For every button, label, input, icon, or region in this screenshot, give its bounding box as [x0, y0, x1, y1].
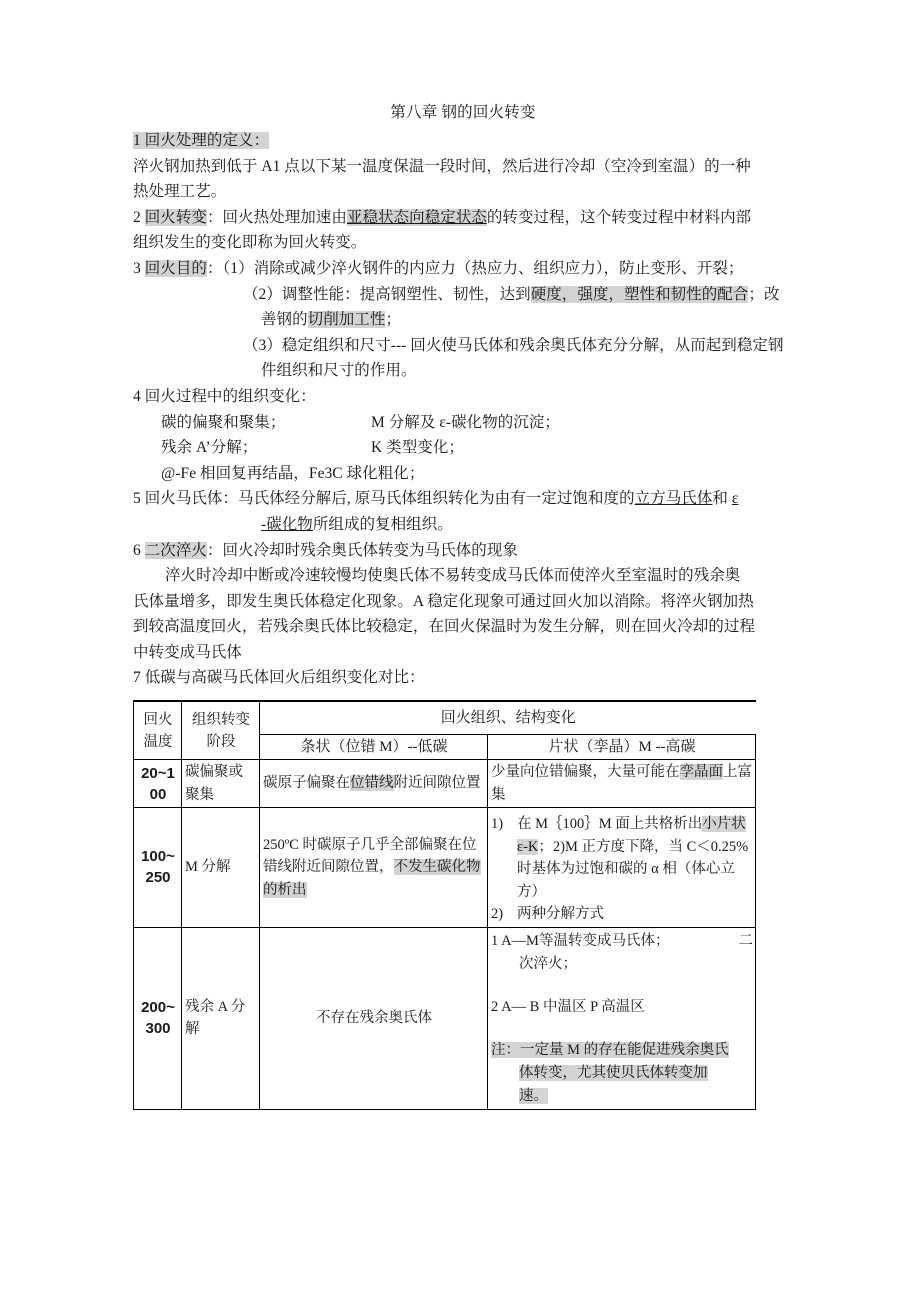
section-1-label: 1 回火处理的定义：: [133, 132, 270, 149]
section-3-item-3-line-2: 件组织和尺寸的作用。: [261, 362, 417, 380]
section-3-label: 回火目的: [144, 259, 207, 277]
section-4-row-2: [133, 435, 793, 461]
comparison-table-wrapper: [133, 700, 793, 1110]
table-row: [134, 760, 756, 808]
row1-plate-highlight: 孪晶面: [679, 764, 723, 781]
header-temperature-line-2: 温度: [143, 733, 173, 750]
section-4-row2-right: K 类型变化；: [371, 439, 464, 457]
section-3-item2-highlight: 硬度，强度，塑性和韧性的配合: [530, 285, 749, 303]
row3-plate-cell: [488, 927, 756, 1109]
section-5-text-a: 5 回火马氏体：马氏体经分解后, 原马氏体组织转化为由有一定过饱和度的: [133, 490, 635, 508]
row3-plate-note-line-3: 速。: [519, 1087, 548, 1104]
row2-plate-item-1: [491, 813, 753, 903]
section-2-number: 2: [133, 208, 145, 226]
row1-plate-a: 少量向位错偏聚，大量可能在: [491, 764, 680, 781]
header-cell-temperature: [134, 701, 182, 760]
row3-temp-line-1: 200~: [141, 999, 175, 1017]
row1-stage-line-2: 聚集: [185, 786, 214, 803]
row3-stage-line-2: 解: [185, 1021, 200, 1038]
section-5-line2-rest: 所组成的复相组织。: [312, 515, 453, 533]
section-6-line-1: [133, 538, 793, 564]
section-3-number: 3: [133, 259, 145, 277]
section-4-row-3: @-Fe 相回复再结晶，Fe3C 球化粗化；: [161, 464, 425, 482]
header-cell-structure-change: 回火组织、结构变化: [260, 701, 756, 735]
section-2-text-a: ：回火热处理加速由: [206, 208, 347, 226]
section-3-item2-l2-c: ；: [385, 311, 401, 329]
row2-plate-item1-body: [517, 813, 753, 903]
row3-stage: [182, 927, 260, 1109]
row3-plate-spacer: [491, 976, 753, 996]
row1-lath-highlight: 位错线: [350, 775, 394, 792]
section-7-heading: 7 低碳与高碳马氏体回火后组织变化对比：: [133, 669, 425, 687]
section-2-text-c: 的转变过程，这个转变过程中材料内部: [486, 208, 752, 226]
row2-plate-item2-body: 两种分解方式: [517, 906, 604, 923]
row2-lath-a: 250ºC 时碳原子几乎全部偏聚在位错线附近间隙位置，: [263, 836, 477, 876]
row3-temp-line-2: 300: [145, 1020, 171, 1038]
comparison-table: [133, 700, 756, 1110]
row2-plate-item2-number: 2): [491, 906, 504, 923]
section-6-body-line-2: 氏体量增多，即发生奥氏体稳定化现象。A 稳定化现象可通过回火加以消除。将淬火钢加热: [133, 592, 754, 610]
row1-lath-a: 碳原子偏聚在: [263, 775, 350, 792]
section-3-item2-l2-a: 善钢的: [261, 311, 308, 329]
section-3-item-2-line-2: [133, 307, 793, 333]
row2-stage: M 分解: [182, 808, 260, 928]
header-temperature-line-1: 回火: [143, 711, 173, 728]
row3-lath-cell: 不存在残余奥氏体: [260, 927, 488, 1109]
section-3-text: ：（1）消除或减少淬火钢件的内应力（热应力、组织应力），防止变形、开裂；: [206, 259, 744, 277]
row2-plate-cell: [488, 808, 756, 928]
row2-temp-line-1: 100~: [141, 848, 175, 866]
section-6-text: ：回火冷却时残余奥氏体转变为马氏体的现象: [206, 541, 518, 559]
header-cell-plate-high-carbon: 片状（孪晶）M --高碳: [488, 735, 756, 760]
row2-lath-highlight: 不发生碳化物的析出: [263, 859, 481, 898]
section-4-row1-right: M 分解及 ε-碳化物的沉淀；: [371, 413, 560, 431]
section-6-body-line-1: 淬火时冷却中断或冷速较慢均使奥氏体不易转变成马氏体而使淬火至室温时的残余奥: [165, 567, 741, 585]
row1-temp-line-2: 00: [149, 785, 167, 803]
section-6-number: 6: [133, 541, 145, 559]
row1-plate-c: 上富集: [491, 764, 752, 803]
row3-plate-line-2: 2 A— B 中温区 P 高温区: [491, 998, 645, 1015]
row1-stage: [182, 760, 260, 808]
table-header-row-1: [134, 701, 756, 735]
section-5-underline-1: 立方马氏体: [634, 490, 713, 508]
row3-plate-line-1b: 次淬火；: [519, 955, 577, 972]
row2-plate-item1-highlight: 小片状 ε-K: [517, 816, 746, 855]
section-6-label: 二次淬火: [144, 541, 207, 559]
row3-plate-note-line-1: 注：一定量 M 的存在能促进残余奥氏: [491, 1041, 729, 1058]
section-4-row2-left: 残余 A’分解；: [161, 439, 258, 457]
row3-plate-spacer-2: [491, 1019, 753, 1039]
section-3-item-2-line-1: [133, 282, 793, 308]
section-4-row-1: [133, 410, 793, 436]
header-stage-line-2: 阶段: [206, 733, 236, 750]
row2-temp-line-2: 250: [145, 869, 171, 887]
section-4-row1-left: 碳的偏聚和聚集；: [161, 413, 286, 431]
row1-stage-line-1: 碳偏聚或: [185, 764, 243, 781]
section-1-body-line-2: 热处理工艺。: [133, 183, 227, 201]
row3-plate-note: [491, 1039, 753, 1108]
section-2-line-1: [133, 205, 793, 231]
document-body: [133, 100, 793, 1110]
row3-plate-line1-text: 1 A—M等温转变成马氏体；: [491, 932, 670, 949]
section-3-line-1: [133, 256, 793, 282]
section-1-heading: [133, 128, 793, 154]
row2-lath-cell: [260, 808, 488, 928]
section-5-underline-epsilon: ε: [731, 490, 739, 508]
section-4-heading: 4 回火过程中的组织变化：: [133, 387, 316, 405]
row3-stage-line-1: 残余 A 分: [185, 998, 246, 1015]
row2-plate-item1-number: 1): [491, 816, 504, 833]
row1-plate-cell: [488, 760, 756, 808]
section-3-item2-c: ；改: [748, 285, 780, 303]
row1-lath-c: 附近间隙位置: [393, 775, 481, 792]
section-1-body-line-1: 淬火钢加热到低于 A1 点以下某一温度保温一段时间，然后进行冷却（空冷到室温）的一种: [133, 157, 751, 175]
section-3-item2-a: （2）调整性能：提高钢塑性、韧性，达到: [243, 285, 531, 303]
section-6-body-line-3: 到较高温度回火，若残余奥氏体比较稳定，在回火保温时为发生分解，则在回火冷却的过程: [133, 618, 756, 636]
section-5-text-c: 和: [712, 490, 732, 508]
header-cell-stage: [182, 701, 260, 760]
section-5-line-2: [133, 512, 793, 538]
row2-plate-item1-c: ；2)M 正方度下降，当 C＜0.25%时基体为过饱和碳的 α 相（体心立方）: [517, 838, 749, 900]
row3-plate-line-1: [491, 930, 753, 953]
row1-lath-cell: [260, 760, 488, 808]
section-2-highlight-b: 亚稳状态向稳定状态: [346, 208, 487, 226]
row3-temperature: [134, 927, 182, 1109]
row2-plate-item1-a: 在 M｛100｝M 面上共格析出: [517, 816, 703, 833]
row2-temperature: [134, 808, 182, 928]
section-6-body-line-4: 中转变成马氏体: [133, 643, 242, 661]
row3-plate-note-line-2: 体转变，尤其使贝氏体转变加: [519, 1064, 708, 1081]
section-3-item-3-line-1: （3）稳定组织和尺寸--- 回火使马氏体和残余奥氏体充分分解，从而起到稳定钢: [243, 336, 784, 354]
row2-plate-item-2: [491, 903, 753, 926]
section-2-line-2: 组织发生的变化即称为回火转变。: [133, 234, 367, 252]
section-5-line-1: [133, 486, 793, 512]
page-title: 第八章 钢的回火转变: [390, 104, 536, 121]
header-stage-line-1: 组织转变: [192, 711, 250, 728]
header-cell-lath-low-carbon: 条状（位错 M）--低碳: [260, 735, 488, 760]
row1-temperature: [134, 760, 182, 808]
row1-temp-line-1: 20~1: [141, 764, 175, 782]
section-5-underline-2: -碳化物: [261, 515, 313, 533]
section-2-label: 回火转变: [144, 208, 207, 226]
row3-plate-line1-tail: 二: [738, 932, 754, 949]
table-row: [134, 927, 756, 1109]
table-row: [134, 808, 756, 928]
section-3-item2-l2-highlight: 切削加工性: [307, 311, 386, 329]
